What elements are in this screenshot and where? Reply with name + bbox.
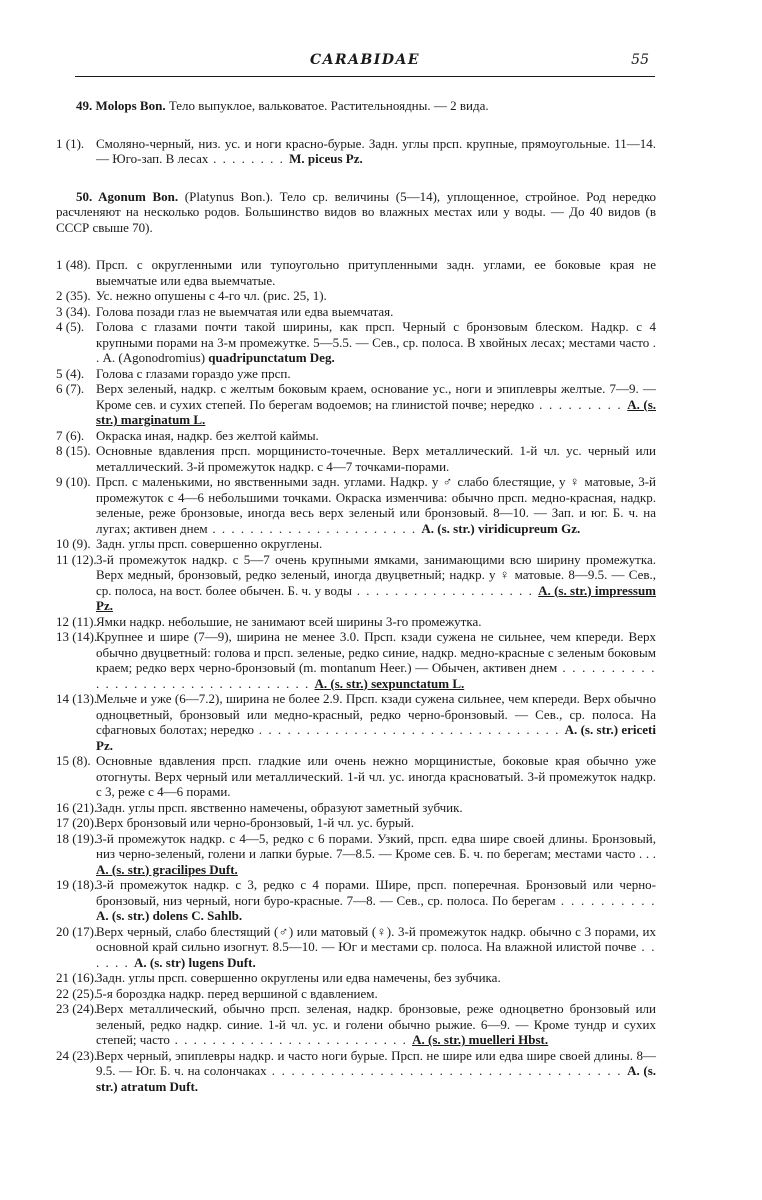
couplet-text: Основные вдавления прсп. морщинисто-точечные. Верх металлический. 1-й чл. ус. черный или металлический. 3-й промежуток надкр. с 4—7 точками-порами. — [96, 443, 656, 474]
couplet-number: 11 (12). — [56, 551, 97, 567]
couplet-number: 3 (34). — [56, 303, 91, 319]
couplet-number: 1 (48). — [56, 257, 91, 272]
key-couplet — [56, 257, 656, 288]
taxon-name: A. (s. str.) viridicupreum Gz. — [421, 520, 581, 536]
couplet-text: Верх черный, слабо блестящий (♂) или матовый (♀). 3-й промежуток надкр. обычно с 3 порами, их основной край сильно изогнут. 8.5—10. — Юг и местами ср. полоса. На влажной илистой почве — [96, 923, 656, 954]
couplet-number: 24 (23). — [56, 1047, 98, 1063]
key-couplet — [56, 924, 656, 971]
key-couplet — [56, 986, 656, 1002]
taxon-name: M. piceus Pz. — [289, 151, 363, 166]
couplet-number: 19 (18). — [56, 877, 98, 892]
couplet-number: 8 (15). — [56, 443, 91, 458]
key-couplet — [56, 474, 656, 536]
couplet-text: Задн. углы прсп. явственно намечены, образуют заметный зубчик. — [96, 799, 463, 815]
couplet-text: Прсп. с округленными или тупоугольно притупленными задн. углами, ее боковые края не выемчатые или едва выемчатые. — [96, 257, 656, 288]
leader-dots: . . . . . . . . . . . . . . . . . . . . . . — [207, 520, 422, 536]
couplet-text: Голова с глазами гораздо уже прсп. — [96, 365, 291, 381]
couplet-text: Верх черный, эпиплевры надкр. и часто ноги бурые. Прсп. не шире или едва шире своей длины. 8—9.5. — Юг. Б. ч. на солончаках — [96, 1047, 656, 1078]
leader-dots: . . . . . . . . . . . . . . . . . . . . . . . . . — [169, 1032, 413, 1047]
key-couplet — [56, 1048, 656, 1095]
taxon-name: A. (s. str.) marginatum L. — [96, 396, 657, 427]
page-number: 55 — [631, 52, 649, 68]
couplet-number: 9 (10). — [56, 474, 91, 489]
couplet-text: Окраска иная, надкр. без желтой каймы. — [96, 427, 319, 443]
couplet-text: Верх металлический, обычно прсп. зеленая, надкр. бронзовые, реже одноцветно бронзовый или зеленый, редко надкр. синие. 1-й чл. ус. и голени обычно рыжие. 6—9. — Кроме тундр и сухих степей; часто — [96, 1001, 656, 1047]
page-header — [75, 52, 655, 74]
couplet-number: 22 (25). — [56, 985, 98, 1001]
key-couplet — [56, 629, 656, 691]
couplet-number: 14 (13). — [56, 691, 98, 706]
agonum-key — [56, 257, 656, 1094]
couplet-number: 16 (21). — [56, 799, 98, 815]
couplet-text: Голова с глазами почти такой ширины, как прсп. Черный с бронзовым блеском. Надкр. с 4 крупными порами на 3-м промежутке. 5—5.5. — Сев., ср. полоса. В хвойных лесах; местами часто . . A. (Agonodromius) — [96, 319, 656, 365]
couplet-number: 6 (7). — [56, 381, 85, 396]
couplet-text: Верх бронзовый или черно-бронзовый, 1-й чл. ус. бурый. — [96, 815, 414, 830]
leader-dots: . . . . . . . . . — [534, 396, 628, 412]
couplet-number: 5 (4). — [56, 365, 85, 381]
couplet-text: Ямки надкр. небольшие, не занимают всей ширины 3-го промежутка. — [96, 613, 482, 629]
leader-dots: . . . . . . . . . . — [555, 892, 657, 908]
key-couplet — [56, 536, 656, 552]
couplet-number: 15 (8). — [56, 753, 91, 768]
couplet-text: 3-й промежуток надкр. с 3, редко с 4 порами. Шире, прсп. поперечная. Бронзовый или черно-бронзовый, низ черный, ноги буро-красные. 7—8. — Сев., ср. полоса. По берегам — [96, 877, 656, 908]
leader-dots: . . . . . . . . — [208, 151, 290, 166]
key-couplet — [56, 800, 656, 816]
couplet-text: Смоляно-черный, низ. ус. и ноги красно-бурые. Задн. углы прсп. крупные, прямоугольные. 11—14. — Юго-зап. В лесах — [96, 135, 656, 166]
key-couplet — [56, 288, 656, 304]
taxon-name: A. (s. str.) gracilipes Duft. — [96, 861, 238, 877]
key-content — [56, 98, 656, 1094]
couplet-text: Основные вдавления прсп. гладкие или очень нежно морщинистые, боковые края обычно уже отогнуты. Верх черный или металлический. 1-й чл. ус. иногда красноватый. 3-й промежуток надкр. с 3, реже с 4—6 порами. — [96, 753, 656, 799]
key-couplet — [56, 428, 656, 444]
leader-dots: . . . . . . . . . . . . . . . . . . . . . . . . . . . . . . . . . — [96, 660, 657, 691]
molops-key — [56, 136, 656, 167]
couplet-text: 3-й промежуток надкр. с 4—5, редко с 6 порами. Узкий, прсп. едва шире своей длины. Бронзовый, низ черно-зеленый, голени и лапки бурые. 7—8.5. — Кроме сев. Б. ч. по берегам; местами часто . . . — [96, 830, 656, 861]
couplet-number: 7 (6). — [56, 427, 85, 443]
taxon-name: A. (s. str) lugens Duft. — [134, 954, 256, 970]
leader-dots: . . . . . . — [96, 939, 656, 970]
genus-title: 50. Agonum Bon. — [76, 188, 179, 204]
taxon-name: A. (s. str.) atratum Duft. — [96, 1063, 657, 1094]
couplet-text: Мельче и уже (6—7.2), ширина не более 2.9. Прсп. кзади сужена сильнее, чем кпереди. Верх обычно одноцветный, бронзовый или медно-красный, редко черно-бронзовый. — Сев., ср. полоса. На сфагновых болотах; нередко — [96, 691, 656, 737]
couplet-number: 1 (1). — [56, 135, 85, 151]
key-couplet — [56, 366, 656, 382]
key-couplet — [56, 691, 656, 753]
key-couplet — [56, 304, 656, 320]
couplet-text: Крупнее и шире (7—9), ширина не менее 3.0. Прсп. кзади сужена не сильнее, чем кпереди. Верх обычно двуцветный: голова и прсп. зеленые, редко синие, надкр. медно-красные с зеленым боковым краем; редко верх черно-бронзовый (m. montanum Heer.) — Обычен, активен днем — [96, 629, 656, 675]
key-couplet — [56, 381, 656, 428]
leader-dots: . . . . . . . . . . . . . . . . . . . — [351, 582, 539, 598]
running-title: CARABIDAE — [309, 52, 421, 68]
taxon-name: A. (s. str.) impressum Pz. — [96, 582, 657, 613]
genus-description: Тело выпуклое, вальковатое. Растительноядны. — 2 вида. — [168, 98, 489, 113]
couplet-number: 4 (5). — [56, 319, 85, 334]
couplet-text: Голова позади глаз не выемчатая или едва выемчатая. — [96, 303, 394, 319]
couplet-number: 13 (14). — [56, 629, 98, 644]
couplet-text: Задн. углы прсп. совершенно округлены или едва намечены, без зубчика. — [96, 970, 501, 985]
key-couplet — [56, 831, 656, 878]
couplet-text: 5-я бороздка надкр. перед вершиной с вдавлением. — [96, 985, 378, 1001]
key-couplet — [56, 443, 656, 474]
key-couplet — [56, 1001, 656, 1048]
key-couplet — [56, 552, 656, 614]
leader-dots: . . . . . . . . . . . . . . . . . . . . . . . . . . . . . . . . — [253, 722, 565, 737]
couplet-text: Задн. углы прсп. совершенно округлены. — [96, 536, 323, 551]
key-couplet — [56, 614, 656, 630]
key-couplet — [56, 136, 656, 167]
key-couplet — [56, 877, 656, 924]
key-couplet — [56, 753, 656, 800]
couplet-text: 3-й промежуток надкр. с 5—7 очень крупными ямками, занимающими всю ширину промежутка. Верх медный, бронзовый, редко зеленый, иногда двуцветный; надкр. у ♀ матовые. 8—9.5. — Сев., ср. полоса, на вост. более обычен. Б. ч. у воды — [96, 551, 656, 598]
key-couplet — [56, 319, 656, 366]
key-couplet — [56, 970, 656, 986]
taxon-name: A. (s. str.) muelleri Hbst. — [412, 1032, 549, 1047]
couplet-number: 17 (20). — [56, 815, 98, 830]
couplet-number: 10 (9). — [56, 536, 91, 551]
couplet-text: Прсп. с маленькими, но явственными задн. углами. Надкр. у ♂ слабо блестящие, у ♀ матовые, 3-й промежуток с 4—6 небольшими точками. Окраска изменчива: обычно прсп. медно-красная, надкр. зеленые, реже бронзовые, иногда весь верх зеленый или бронзовый. 8—10. — Зап. и юг. Б. ч. на лугах; активен днем — [96, 474, 656, 536]
couplet-number: 2 (35). — [56, 288, 91, 303]
couplet-number: 21 (16). — [56, 970, 98, 985]
key-couplet — [56, 815, 656, 831]
couplet-text: Верх зеленый, надкр. с желтым боковым краем, основание ус., ноги и эпиплевры желтые. 7—9. — Кроме сев. и сухих степей. По берегам водоемов; на глинистой почве; нередко — [96, 381, 656, 412]
couplet-text: Ус. нежно опушены с 4-го чл. (рис. 25, 1). — [96, 288, 327, 303]
couplet-number: 12 (11). — [56, 613, 97, 629]
genus-heading-molops — [56, 98, 656, 114]
genus-description: (Platynus Bon.). Тело ср. величины (5—14), уплощенное, стройное. Род нередко расчленяют на несколько родов. Большинство видов во влажных местах или у воды. — До 40 видов (в СССР свыше 70). — [56, 188, 656, 235]
header-rule — [75, 76, 655, 77]
leader-dots: . . . . . . . . . . . . . . . . . . . . . . . . . . . . . . . . . . . . — [266, 1063, 628, 1078]
genus-title: 49. Molops Bon. — [76, 98, 166, 113]
taxon-name: A. (s. str.) sexpunctatum L. — [314, 675, 465, 691]
taxon-name: quadripunctatum Deg. — [208, 350, 335, 365]
taxon-name: A. (s. str.) ericeti Pz. — [96, 722, 656, 753]
couplet-number: 18 (19). — [56, 830, 98, 846]
taxon-name: A. (s. str.) dolens C. Sahlb. — [96, 908, 243, 923]
genus-heading-agonum — [56, 189, 656, 236]
couplet-number: 20 (17). — [56, 923, 98, 939]
couplet-number: 23 (24). — [56, 1001, 98, 1016]
